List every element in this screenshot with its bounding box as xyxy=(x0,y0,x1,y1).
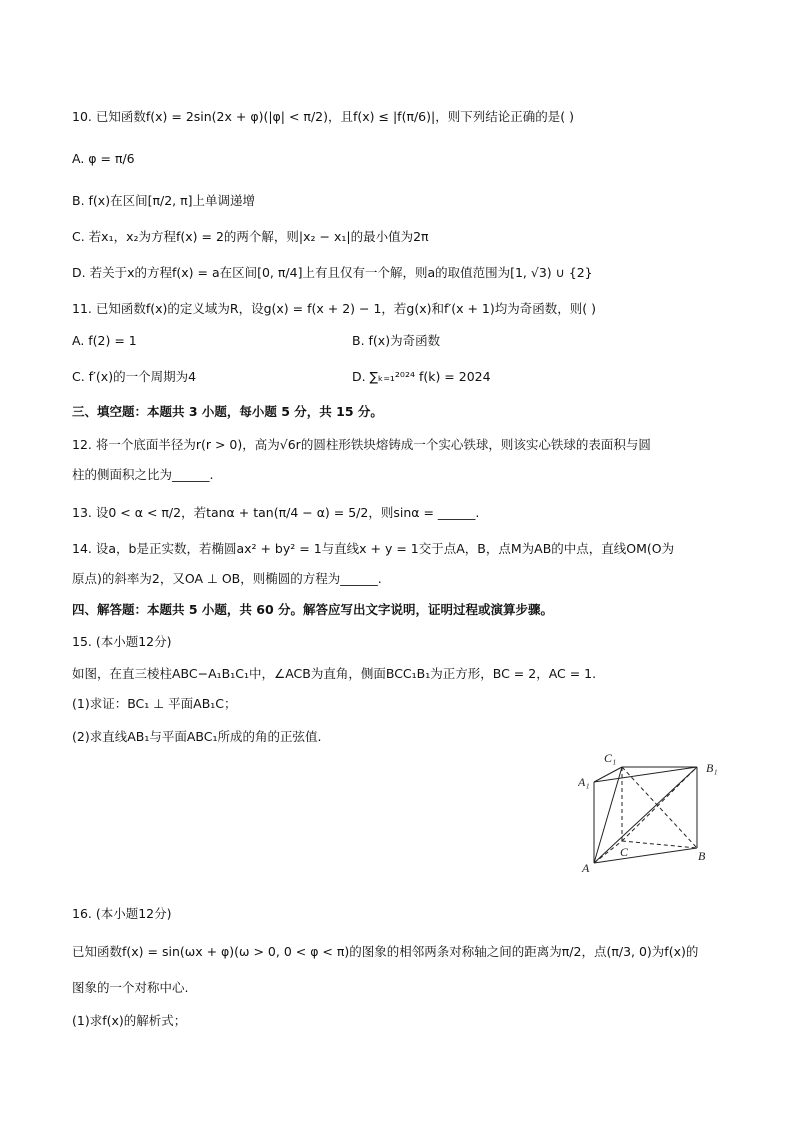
q10-option-d: D. 若关于x的方程f(x) = a在区间[0, π/4]上有且仅有一个解，则a的取值范围为[1, √3) ∪ {2} xyxy=(72,265,593,280)
q14-line-2: 原点)的斜率为2，又OA ⊥ OB，则椭圆的方程为______. xyxy=(72,571,382,586)
q15-part-2: (2)求直线AB₁与平面ABC₁所成的角的正弦值. xyxy=(72,729,322,744)
hidden-edge-c1b xyxy=(622,767,697,848)
label-b: B xyxy=(698,849,706,863)
q12-line-1: 12. 将一个底面半径为r(r > 0)，高为√6r的圆柱形铁块熔铸成一个实心铁球，则该实心铁球的表面积与圆 xyxy=(72,437,651,452)
q11-stem: 11. 已知函数f(x)的定义域为R，设g(x) = f(x + 2) − 1，若g(x)和f′(x + 1)均为奇函数，则( ) xyxy=(72,301,596,316)
section-heading-fill-blank: 三、填空题：本题共 3 小题，每小题 5 分，共 15 分。 xyxy=(72,404,383,419)
label-b1: B₁ xyxy=(706,761,718,775)
q11-option-a: A. f(2) = 1 xyxy=(72,333,137,348)
label-a1: A₁ xyxy=(578,775,590,789)
q15-header: 15. (本小题12分) xyxy=(72,634,172,649)
q16-part-1: (1)求f(x)的解析式； xyxy=(72,1013,187,1028)
q11-option-c: C. f′(x)的一个周期为4 xyxy=(72,369,197,384)
label-c: C xyxy=(620,845,629,859)
section-heading-solutions: 四、解答题：本题共 5 小题，共 60 分。解答应写出文字说明，证明过程或演算步骤。 xyxy=(72,602,554,617)
edge-ab xyxy=(594,848,697,863)
q15-part-1: (1)求证：BC₁ ⊥ 平面AB₁C； xyxy=(72,696,237,711)
q10-stem: 10. 已知函数f(x) = 2sin(2x + φ)(|φ| < π/2)，且f(x) ≤ |f(π/6)|，则下列结论正确的是( ) xyxy=(72,109,574,124)
edge-a1b1 xyxy=(594,767,697,782)
q15-stem: 如图，在直三棱柱ABC−A₁B₁C₁中，∠ACB为直角，侧面BCC₁B₁为正方形，BC = 2，AC = 1. xyxy=(72,666,597,681)
question-13: 13. 设0 < α < π/2，若tanα + tan(π/4 − α) = 5/2，则sinα = ______. xyxy=(72,505,480,520)
q14-line-1: 14. 设a，b是正实数，若椭圆ax² + by² = 1与直线x + y = 1交于点A，B，点M为AB的中点，直线OM(O为 xyxy=(72,541,675,556)
prism-figure xyxy=(578,748,728,876)
label-a: A xyxy=(582,861,590,875)
q11-option-b: B. f(x)为奇函数 xyxy=(352,333,441,348)
q11-option-d: D. ∑ₖ₌₁²⁰²⁴ f(k) = 2024 xyxy=(352,369,491,384)
q10-option-c: C. 若x₁，x₂为方程f(x) = 2的两个解，则|x₂ − x₁|的最小值为2π xyxy=(72,229,429,244)
diagonal-ab1 xyxy=(594,767,697,863)
q10-option-a: A. φ = π/6 xyxy=(72,151,135,166)
hidden-edge-cb xyxy=(622,841,697,848)
q12-line-2: 柱的侧面积之比为______. xyxy=(72,467,214,482)
q16-header: 16. (本小题12分) xyxy=(72,906,172,921)
q16-stem-continued: 图象的一个对称中心. xyxy=(72,980,189,995)
q10-option-b: B. f(x)在区间[π/2, π]上单调递增 xyxy=(72,193,255,208)
q16-stem: 已知函数f(x) = sin(ωx + φ)(ω > 0, 0 < φ < π)的图象的相邻两条对称轴之间的距离为π/2，点(π/3, 0)为f(x)的 xyxy=(72,944,699,959)
label-c1: C₁ xyxy=(604,751,617,765)
